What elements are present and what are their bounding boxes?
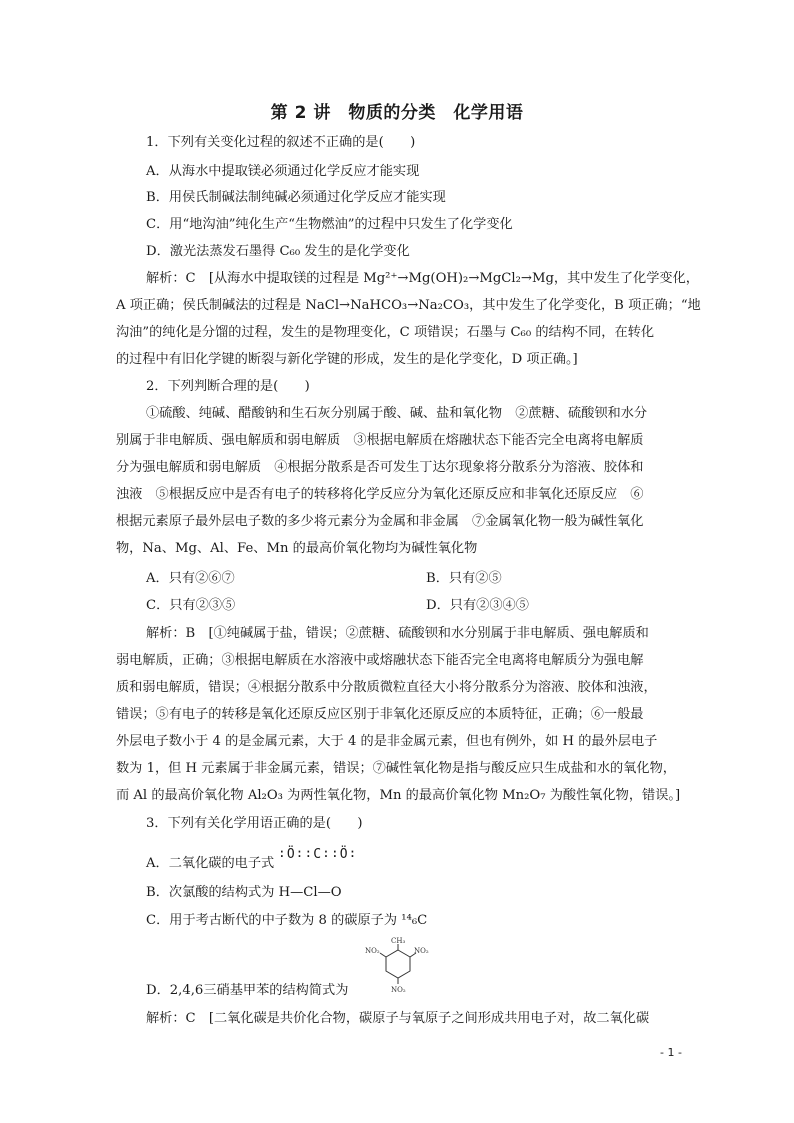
q2-stem: 2．下列判断合理的是( ) bbox=[146, 379, 310, 394]
nitro-label-bottom: NO₂ bbox=[391, 986, 406, 994]
q2-analysis-line: 质和弱电解质，错误；④根据分散系中分散质微粒直径大小将分散系分为溶液、胶体和浊液， bbox=[116, 680, 657, 695]
q2-analysis-line: 弱电解质，正确；③根据电解质在水溶液中或熔融状态下能否完全电离将电解质分为强电解 bbox=[116, 653, 644, 668]
methyl-label: CH₃ bbox=[391, 937, 406, 945]
tnt-structure-diagram bbox=[362, 936, 434, 994]
q3-analysis-line: 解析：C [二氧化碳是共价化合物，碳原子与氧原子之间形成共用电子对，故二氧化碳 bbox=[146, 1011, 650, 1026]
q2-option-c: C．只有②③⑤ bbox=[146, 598, 236, 613]
q1-analysis-line: 的过程中有旧化学键的断裂与新化学键的形成，发生的是化学变化，D 项正确。] bbox=[116, 352, 578, 367]
q2-body-line: 根据元素原子最外层电子数的多少将元素分为金属和非金属 ⑦金属氧化物一般为碱性氧化 bbox=[116, 514, 644, 529]
nitro-bond-left bbox=[380, 953, 386, 957]
q2-analysis-line: 外层电子数小于 4 的是金属元素，大于 4 的是非金属元素，但也有例外，如 H 的最外层电子 bbox=[116, 734, 658, 749]
q2-body-line: ①硫酸、纯碱、醋酸钠和生石灰分别属于酸、碱、盐和氧化物 ②蔗糖、硫酸钡和水分 bbox=[146, 406, 648, 421]
nitro-label-left: NO₂ bbox=[365, 947, 380, 955]
q1-option-d: D．激光法蒸发石墨得 C₆₀ 发生的是化学变化 bbox=[146, 244, 410, 259]
q3-option-b: B．次氯酸的结构式为 H—Cl—O bbox=[146, 885, 342, 900]
q2-option-a: A．只有②⑥⑦ bbox=[146, 571, 235, 586]
benzene-ring bbox=[386, 950, 410, 978]
q2-body-line: 别属于非电解质、强电解质和弱电解质 ③根据电解质在熔融状态下能否完全电离将电解质 bbox=[116, 433, 644, 448]
q3-stem: 3．下列有关化学用语正确的是( ) bbox=[146, 816, 363, 831]
nitro-label-right: NO₂ bbox=[414, 947, 429, 955]
q1-stem: 1．下列有关变化过程的叙述不正确的是( ) bbox=[146, 135, 416, 150]
q3-option-d: D．2,4,6三硝基甲苯的结构简式为 bbox=[146, 983, 349, 998]
q2-body-line: 物，Na、Mg、Al、Fe、Mn 的最高价氧化物均为碱性氧化物 bbox=[116, 541, 478, 556]
q3-option-c: C．用于考古断代的中子数为 8 的碳原子为 ¹⁴₆C bbox=[146, 913, 428, 928]
q2-analysis-line: 解析：B [①纯碱属于盐，错误；②蔗糖、硫酸钡和水分别属于非电解质、强电解质和 bbox=[146, 626, 649, 641]
page-title: 第 2 讲 物质的分类 化学用语 bbox=[270, 103, 524, 123]
q2-analysis-line: 数为 1，但 H 元素属于非金属元素，错误；⑦碱性氧化物是指与酸反应只生成盐和水的氧化物， bbox=[116, 761, 676, 776]
page-number: - 1 - bbox=[660, 1046, 682, 1059]
q1-option-b: B．用侯氏制碱法制纯碱必须通过化学反应才能实现 bbox=[146, 190, 446, 205]
q1-analysis-line: 沟油”的纯化是分馏的过程，发生的是物理变化，C 项错误；石墨与 C₆₀ 的结构不同，在转化 bbox=[116, 325, 655, 340]
q1-option-a: A．从海水中提取镁必须通过化学反应才能实现 bbox=[146, 164, 420, 179]
q2-body-line: 浊液 ⑤根据反应中是否有电子的转移将化学反应分为氧化还原反应和非氧化还原反应 ⑥ bbox=[116, 487, 644, 502]
q2-option-d: D．只有②③④⑤ bbox=[426, 598, 529, 613]
co2-electron-formula: ∶Ö∶∶C∶∶Ö∶ bbox=[278, 847, 358, 862]
q2-option-b: B．只有②⑤ bbox=[426, 571, 502, 586]
q3-option-a: A．二氧化碳的电子式 bbox=[146, 856, 275, 871]
q2-body-line: 分为强电解质和弱电解质 ④根据分散系是否可发生丁达尔现象将分散系分为溶液、胶体和 bbox=[116, 460, 644, 475]
q1-analysis-line: A 项正确；侯氏制碱法的过程是 NaCl→NaHCO₃→Na₂CO₃，其中发生了化学变化，B 项正确；“地 bbox=[116, 298, 701, 313]
q2-analysis-line: 错误；⑤有电子的转移是氧化还原反应区别于非氧化还原反应的本质特征，正确；⑥一般最 bbox=[116, 707, 644, 722]
q1-analysis-line: 解析：C [从海水中提取镁的过程是 Mg²⁺→Mg(OH)₂→MgCl₂→Mg，其中发生了化学变化， bbox=[146, 271, 699, 286]
q2-analysis-line: 而 Al 的最高价氧化物 Al₂O₃ 为两性氧化物，Mn 的最高价氧化物 Mn₂O₇ 为酸性氧化物，错误。] bbox=[116, 788, 681, 803]
q1-option-c: C．用“地沟油”纯化生产“生物燃油”的过程中只发生了化学变化 bbox=[146, 217, 513, 232]
